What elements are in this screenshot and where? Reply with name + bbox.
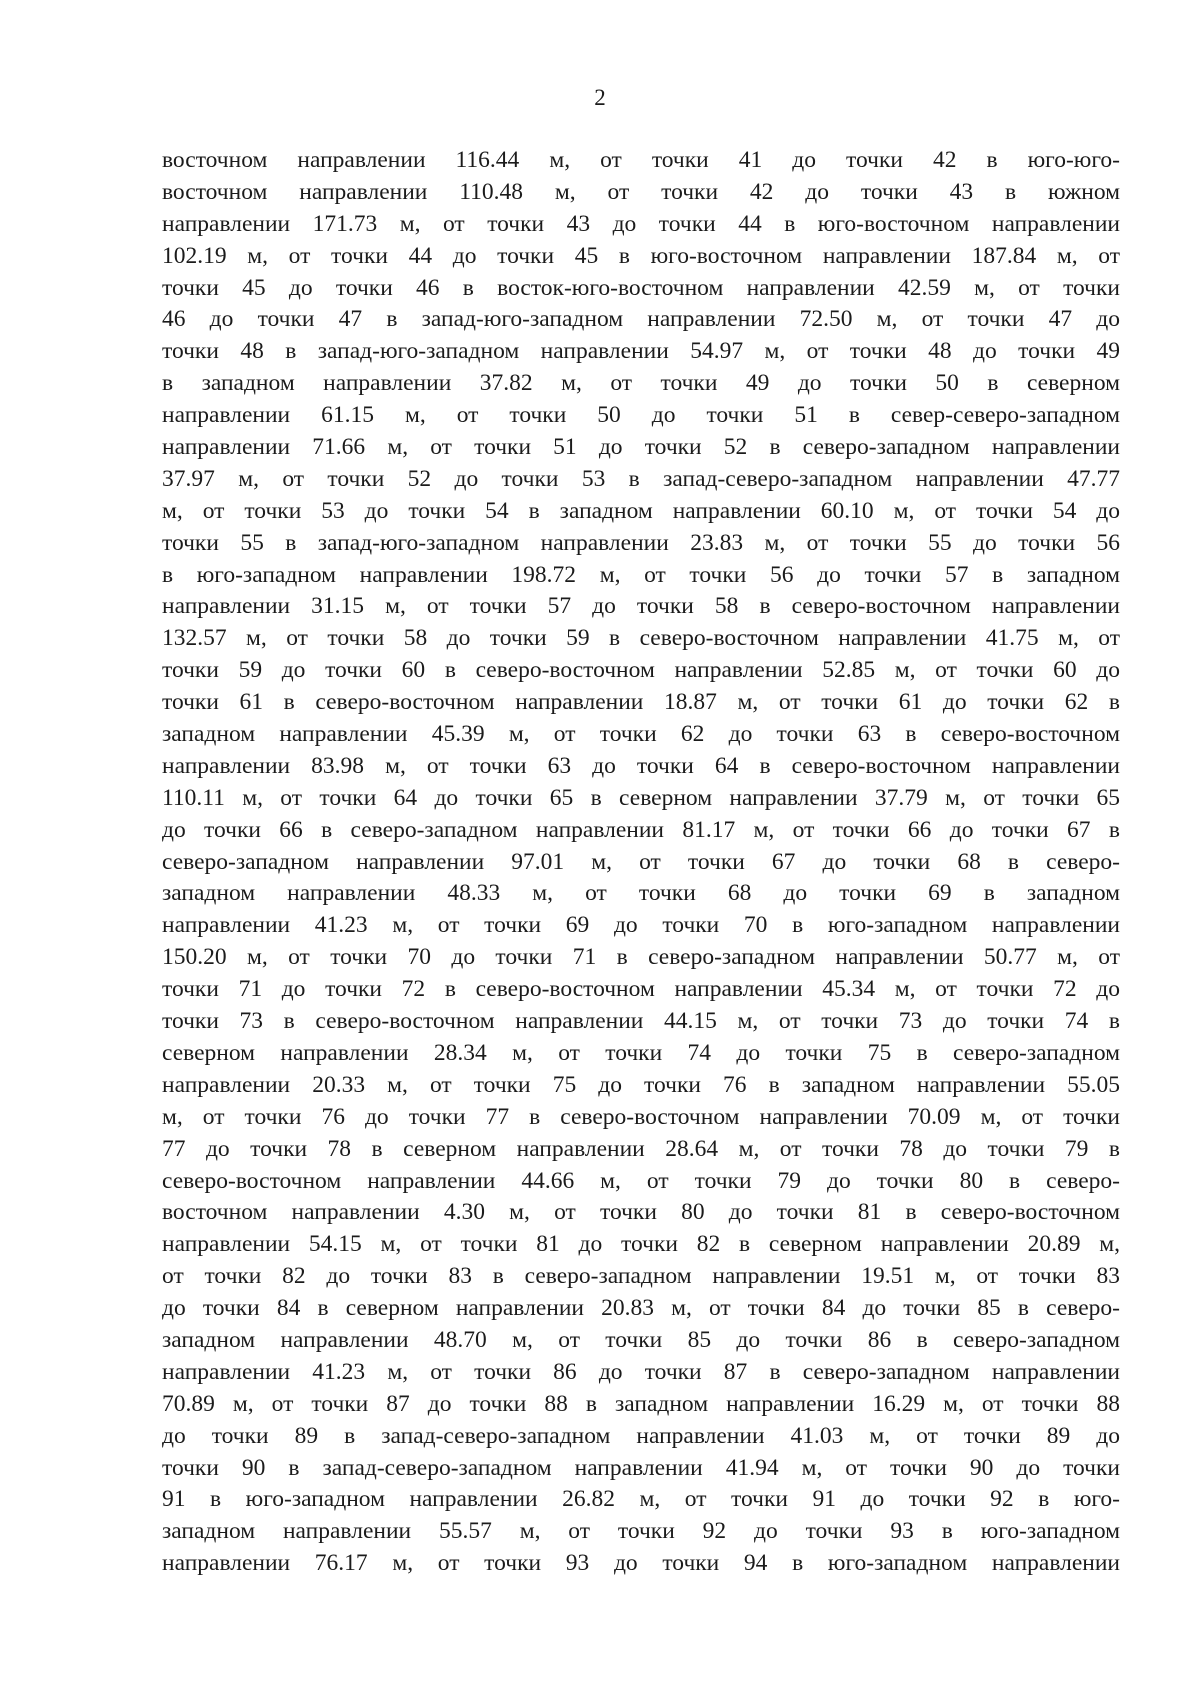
text-line: 150.20 м, от точки 70 до точки 71 в северо-западном направлении 50.77 м, от [162,944,1120,971]
text-line: направлении 41.23 м, от точки 69 до точки 70 в юго-западном направлении [162,912,1120,939]
text-line: направлении 41.23 м, от точки 86 до точки 87 в северо-западном направлении [162,1358,1120,1385]
text-line: 91 в юго-западном направлении 26.82 м, от точки 91 до точки 92 в юго- [162,1486,1120,1513]
text-line: северо-восточном направлении 44.66 м, от точки 79 до точки 80 в северо- [162,1167,1120,1194]
text-line: западном направлении 48.70 м, от точки 85 до точки 86 в северо-западном [162,1326,1120,1353]
text-line: западном направлении 55.57 м, от точки 92 до точки 93 в юго-западном [162,1518,1120,1545]
text-line: западном направлении 48.33 м, от точки 68 до точки 69 в западном [162,880,1120,907]
text-line: 46 до точки 47 в запад-юго-западном направлении 72.50 м, от точки 47 до [162,306,1120,333]
text-line: до точки 66 в северо-западном направлении 81.17 м, от точки 66 до точки 67 в [162,816,1120,843]
text-line: направлении 71.66 м, от точки 51 до точки 52 в северо-западном направлении [162,434,1120,461]
text-line: до точки 84 в северном направлении 20.83 м, от точки 84 до точки 85 в северо- [162,1295,1120,1322]
text-line: направлении 171.73 м, от точки 43 до точки 44 в юго-восточном направлении [162,210,1120,237]
text-line: до точки 89 в запад-северо-западном направлении 41.03 м, от точки 89 до [162,1422,1120,1449]
text-line: направлении 61.15 м, от точки 50 до точки 51 в север-северо-западном [162,402,1120,429]
page-number: 2 [594,85,606,110]
text-line: точки 71 до точки 72 в северо-восточном направлении 45.34 м, от точки 72 до [162,976,1120,1003]
text-line: направлении 31.15 м, от точки 57 до точки 58 в северо-восточном направлении [162,593,1120,620]
text-line: восточном направлении 116.44 м, от точки 41 до точки 42 в юго-юго- [162,147,1120,173]
text-line: точки 59 до точки 60 в северо-восточном направлении 52.85 м, от точки 60 до [162,657,1120,684]
text-line: восточном направлении 110.48 м, от точки 42 до точки 43 в южном [162,178,1120,205]
text-line: в юго-западном направлении 198.72 м, от точки 56 до точки 57 в западном [162,561,1120,588]
text-line: точки 90 в запад-северо-западном направлении 41.94 м, от точки 90 до точки [162,1454,1120,1481]
text-line: точки 45 до точки 46 в восток-юго-восточном направлении 42.59 м, от точки [162,274,1120,301]
text-line: 132.57 м, от точки 58 до точки 59 в северо-восточном направлении 41.75 м, от [162,625,1120,652]
text-line: в западном направлении 37.82 м, от точки 49 до точки 50 в северном [162,370,1120,397]
text-line: восточном направлении 4.30 м, от точки 80 до точки 81 в северо-восточном [162,1199,1120,1226]
text-line: направлении 20.33 м, от точки 75 до точки 76 в западном направлении 55.05 [162,1071,1120,1098]
text-line: точки 55 в запад-юго-западном направлении 23.83 м, от точки 55 до точки 56 [162,529,1120,556]
text-line: западном направлении 45.39 м, от точки 62 до точки 63 в северо-восточном [162,721,1120,748]
text-line: м, от точки 76 до точки 77 в северо-восточном направлении 70.09 м, от точки [162,1103,1120,1130]
text-line: 37.97 м, от точки 52 до точки 53 в запад-северо-западном направлении 47.77 [162,465,1120,492]
text-line: направлении 54.15 м, от точки 81 до точки 82 в северном направлении 20.89 м, [162,1231,1120,1258]
text-line: 70.89 м, от точки 87 до точки 88 в западном направлении 16.29 м, от точки 88 [162,1390,1120,1417]
text-line: м, от точки 53 до точки 54 в западном направлении 60.10 м, от точки 54 до [162,497,1120,524]
text-line: северо-западном направлении 97.01 м, от точки 67 до точки 68 в северо- [162,848,1120,875]
text-line: точки 73 в северо-восточном направлении 44.15 м, от точки 73 до точки 74 в [162,1008,1120,1035]
text-line: 102.19 м, от точки 44 до точки 45 в юго-восточном направлении 187.84 м, от [162,242,1120,269]
text-line: от точки 82 до точки 83 в северо-западном направлении 19.51 м, от точки 83 [162,1263,1120,1290]
text-line: направлении 76.17 м, от точки 93 до точки 94 в юго-западном направлении [162,1550,1120,1577]
text-line: 77 до точки 78 в северном направлении 28.64 м, от точки 78 до точки 79 в [162,1135,1120,1162]
text-line: точки 48 в запад-юго-западном направлении 54.97 м, от точки 48 до точки 49 [162,338,1120,365]
text-line: точки 61 в северо-восточном направлении 18.87 м, от точки 61 до точки 62 в [162,689,1120,716]
text-line: северном направлении 28.34 м, от точки 74 до точки 75 в северо-западном [162,1039,1120,1066]
document-body [162,145,1120,1580]
text-line: направлении 83.98 м, от точки 63 до точки 64 в северо-восточном направлении [162,752,1120,779]
text-line: 110.11 м, от точки 64 до точки 65 в северном направлении 37.79 м, от точки 65 [162,784,1120,811]
